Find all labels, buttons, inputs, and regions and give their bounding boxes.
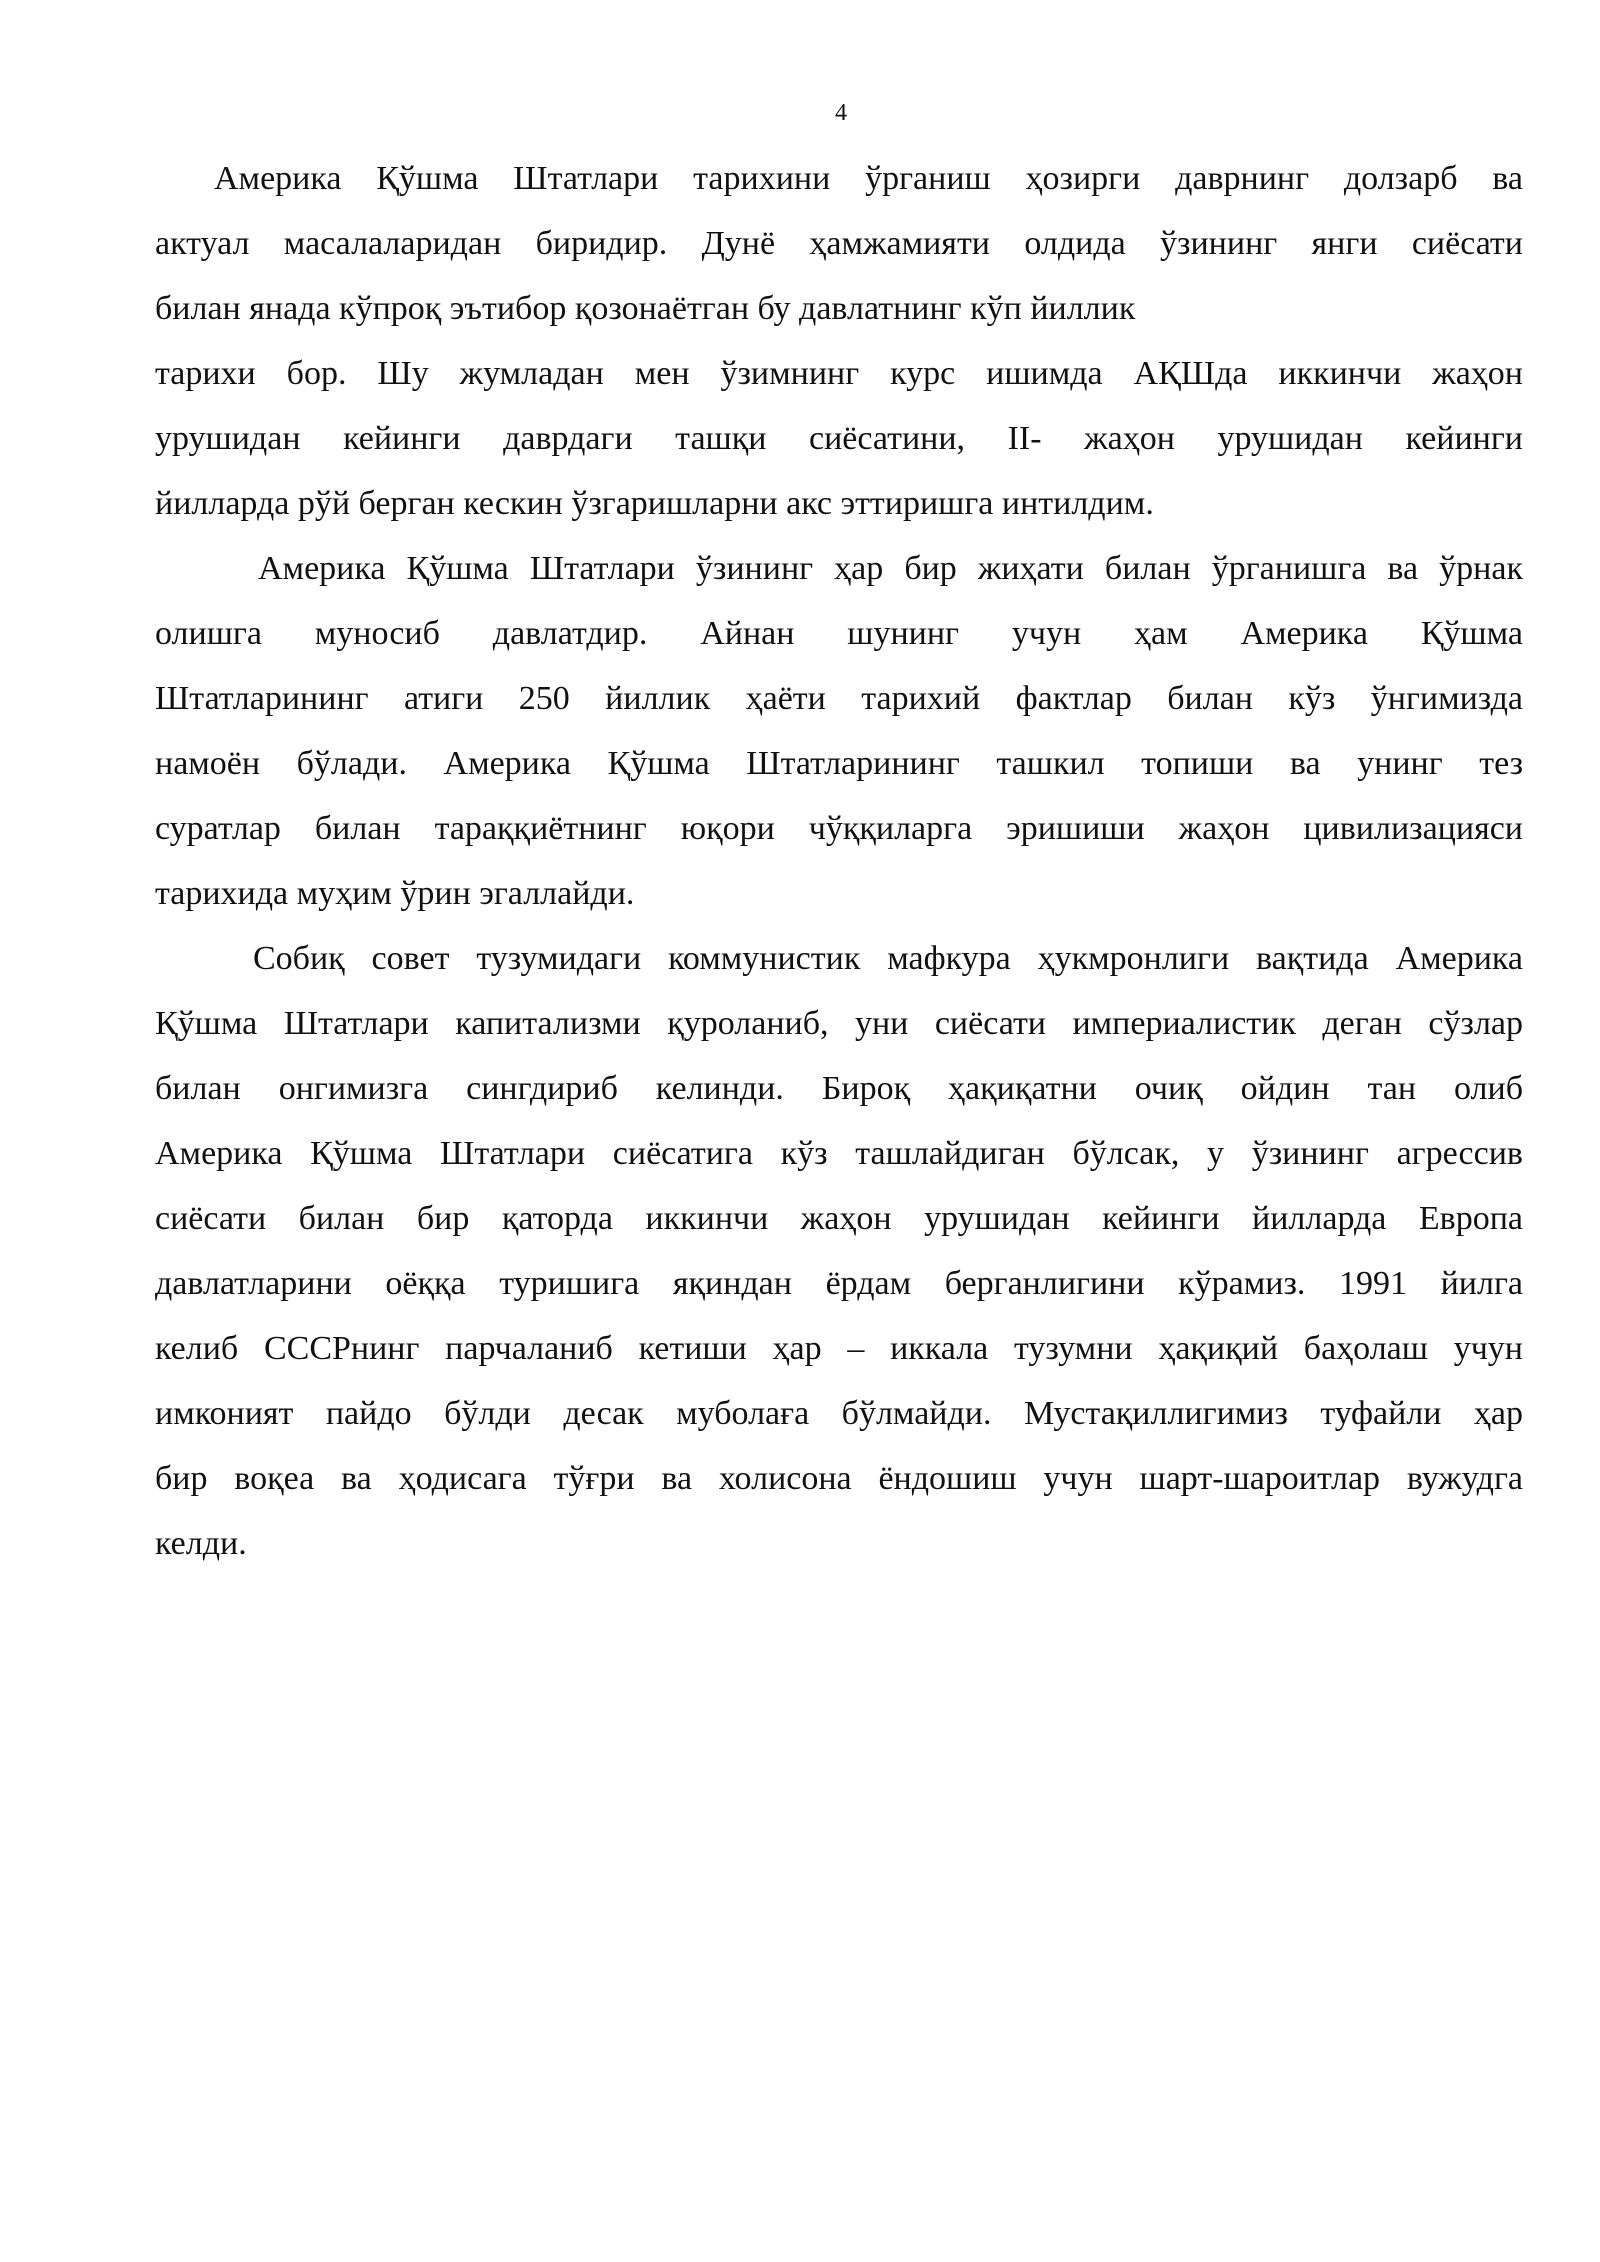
text-line: келди. xyxy=(155,1525,247,1562)
text-line: тарихи бор. Шу жумладан мен ўзимнинг курс ишимда АҚШда иккинчи жаҳон xyxy=(155,355,1523,392)
text-line: йилларда рўй берган кескин ўзгаришларни акс эттиришга интилдим. xyxy=(155,485,1154,522)
text-line: олишга муносиб давлатдир. Айнан шунинг учун ҳам Америка Қўшма xyxy=(155,615,1523,652)
text-line: намоён бўлади. Америка Қўшма Штатларининг ташкил топиши ва унинг тез xyxy=(155,745,1523,782)
text-line: давлатларини оёққа туришига яқиндан ёрдам берганлигини кўрамиз. 1991 йилга xyxy=(155,1265,1523,1302)
text-line: Штатларининг атиги 250 йиллик ҳаёти тарихий фактлар билан кўз ўнгимизда xyxy=(155,680,1523,717)
text-line: суратлар билан тараққиётнинг юқори чўққиларга эришиши жаҳон цивилизацияси xyxy=(155,810,1523,847)
text-line: тарихида муҳим ўрин эгаллайди. xyxy=(155,875,635,912)
text-line: бир воқеа ва ҳодисага тўғри ва холисона ёндошиш учун шарт-шароитлар вужудга xyxy=(155,1460,1523,1497)
text-line: келиб СССРнинг парчаланиб кетиши ҳар – иккала тузумни ҳақиқий баҳолаш учун xyxy=(155,1330,1523,1367)
text-line: имконият пайдо бўлди десак муболаға бўлмайди. Мустақиллигимиз туфайли ҳар xyxy=(155,1395,1523,1432)
paragraph-3 xyxy=(155,536,1523,926)
text-line: билан янада кўпроқ эътибор қозонаётган бу давлатнинг кўп йиллик xyxy=(155,290,1136,327)
text-line: билан онгимизга сингдириб келинди. Бироқ ҳақиқатни очиқ ойдин тан олиб xyxy=(155,1070,1523,1107)
paragraph-2 xyxy=(155,341,1523,536)
paragraph-1 xyxy=(155,146,1523,341)
paragraph-4 xyxy=(155,926,1523,1576)
text-line: Америка Қўшма Штатлари ўзининг ҳар бир жиҳати билан ўрганишга ва ўрнак xyxy=(258,550,1523,587)
text-line: сиёсати билан бир қаторда иккинчи жаҳон урушидан кейинги йилларда Европа xyxy=(155,1200,1523,1237)
text-line: Америка Қўшма Штатлари сиёсатига кўз ташлайдиган бўлсак, у ўзининг агрессив xyxy=(155,1135,1523,1172)
text-line: Америка Қўшма Штатлари тарихини ўрганиш ҳозирги даврнинг долзарб ва xyxy=(214,160,1523,197)
text-line: урушидан кейинги даврдаги ташқи сиёсатини, II- жаҳон урушидан кейинги xyxy=(155,420,1523,457)
text-line: Собиқ совет тузумидаги коммунистик мафкура ҳукмронлиги вақтида Америка xyxy=(253,940,1523,977)
body-text xyxy=(155,146,1523,1576)
page-number: 4 xyxy=(835,100,847,126)
text-line: Қўшма Штатлари капитализми қуроланиб, уни сиёсати империалистик деган сўзлар xyxy=(155,1005,1523,1042)
text-line: актуал масалаларидан биридир. Дунё ҳамжамияти олдида ўзининг янги сиёсати xyxy=(155,225,1523,262)
